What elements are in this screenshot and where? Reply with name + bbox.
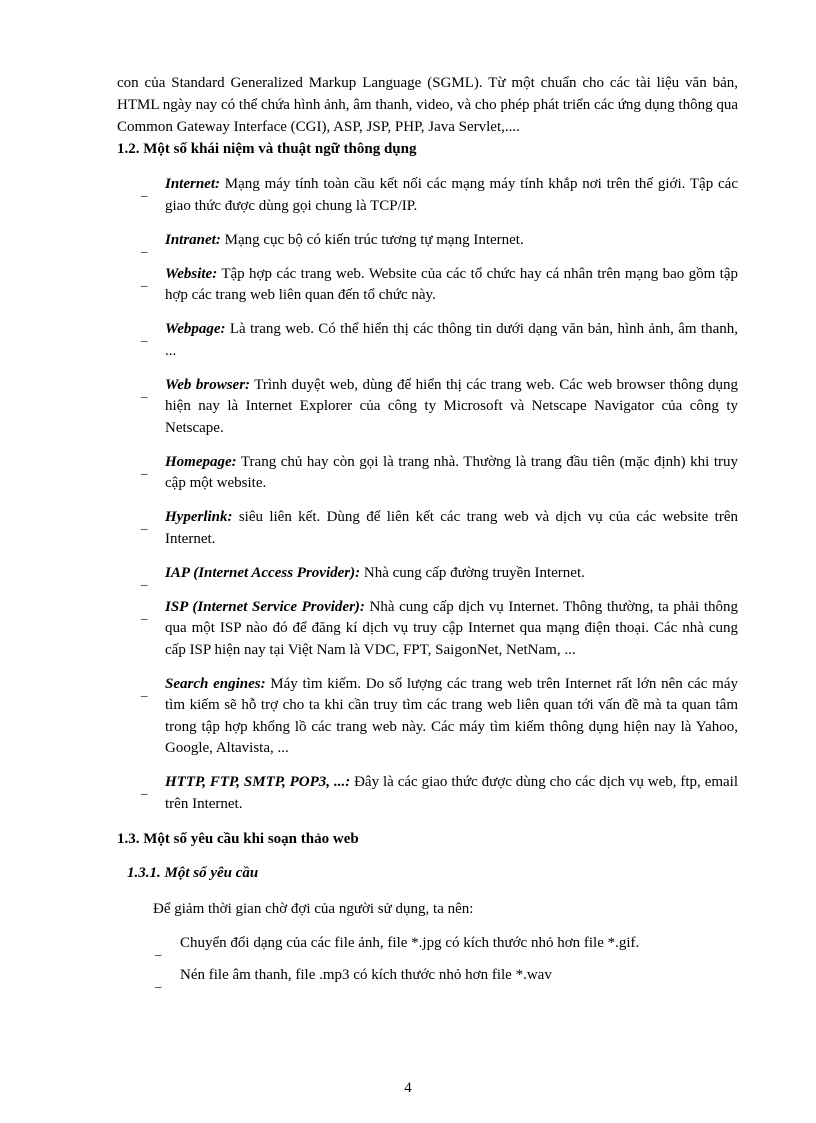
requirements-list <box>117 932 738 989</box>
list-item <box>117 507 738 550</box>
term-name: Internet: <box>165 176 221 192</box>
dash-bullet: _ <box>141 328 148 343</box>
dash-bullet: _ <box>141 781 148 796</box>
term-name: Web browser: <box>165 376 251 393</box>
terms-list <box>117 174 738 815</box>
list-item <box>117 452 738 495</box>
term-name: Homepage: <box>165 453 237 470</box>
dash-bullet: _ <box>141 238 148 254</box>
dash-bullet: _ <box>141 272 148 288</box>
term-description: Nhà cung cấp dịch vụ Internet. Thông thường, ta phải thông qua một ISP nào đó để đăng kí dịch vụ truy cập Internet qua mạng điện thoại. Các nhà cung cấp ISP hiện nay tại Việt Nam là VDC, FPT, SaigonNet, NetNam, ... <box>165 598 738 658</box>
section-heading-1-3: 1.3. Một số yêu cầu khi soạn thảo web <box>117 830 359 847</box>
term-name: ISP (Internet Service Provider): <box>165 598 365 615</box>
list-item <box>117 563 738 585</box>
document-page <box>117 72 738 996</box>
list-item <box>117 174 738 217</box>
term-name: Webpage: <box>165 321 226 337</box>
dash-bullet: _ <box>155 973 162 989</box>
list-item <box>117 264 738 307</box>
lead-paragraph: Để giảm thời gian chờ đợi của người sử dụng, ta nên: <box>153 900 474 917</box>
term-description: Là trang web. Có thể hiển thị các thông tin dưới dạng văn bản, hình ảnh, âm thanh, ... <box>165 321 738 359</box>
dash-bullet: _ <box>141 383 148 399</box>
term-name: IAP (Internet Access Provider): <box>165 564 361 581</box>
term-name: Hyperlink: <box>165 509 233 525</box>
dash-bullet: _ <box>141 605 148 621</box>
list-item <box>117 319 738 362</box>
term-description: Mạng cục bộ có kiến trúc tương tự mạng Internet. <box>220 231 524 248</box>
list-item <box>117 964 738 989</box>
term-description: Máy tìm kiếm. Do số lượng các trang web trên Internet rất lớn nên các máy tìm kiếm sẽ hỗ trợ cho ta khi cần truy tìm các trang web liên quan tới vấn đề mà ta quan tâm trong tập hợp khổng lồ các trang web này. Các máy tìm kiếm thông dụng hiện nay là Yahoo, Google, Altavista, ... <box>165 675 739 756</box>
dash-bullet: _ <box>141 183 148 198</box>
term-description: siêu liên kết. Dùng để liên kết các trang web và dịch vụ của các website trên Internet. <box>165 509 738 547</box>
dash-bullet: _ <box>141 460 148 476</box>
dash-bullet: _ <box>141 571 148 587</box>
list-item <box>117 597 738 662</box>
intro-paragraph: con của Standard Generalized Markup Language (SGML). Từ một chuẩn cho các tài liệu văn bản, HTML ngày nay có thể chứa hình ảnh, âm thanh, video, và cho phép phát triển các ứng dụng thông qua Common Gateway Interface (CGI), ASP, JSP, PHP, Java Servlet,.... <box>117 75 738 135</box>
section-heading-1-2: 1.2. Một số khái niệm và thuật ngữ thông dụng <box>117 141 417 157</box>
subsection-heading-1-3-1: 1.3.1. Một số yêu cầu <box>127 864 259 881</box>
dash-bullet: _ <box>141 516 148 531</box>
term-description: Trang chủ hay còn gọi là trang nhà. Thường là trang đầu tiên (mặc định) khi truy cập một website. <box>165 453 738 491</box>
term-description: Nhà cung cấp đường truyền Internet. <box>360 564 585 581</box>
term-description: Đây là các giao thức được dùng cho các dịch vụ web, ftp, email trên Internet. <box>165 774 739 812</box>
list-item <box>117 375 738 440</box>
term-description: Tập hợp các trang web. Website của các tổ chức hay cá nhân trên mạng bao gồm tập hợp các trang web liên quan đến tổ chức này. <box>165 265 738 303</box>
list-item <box>117 772 738 815</box>
requirement-text: Chuyển đổi dạng của các file ảnh, file *.jpg có kích thước nhỏ hơn file *.gif. <box>180 934 640 951</box>
term-name: Intranet: <box>165 231 221 248</box>
dash-bullet: _ <box>155 941 162 957</box>
page-number: 4 <box>404 1080 412 1096</box>
requirement-text: Nén file âm thanh, file .mp3 có kích thước nhỏ hơn file *.wav <box>180 966 552 983</box>
dash-bullet: _ <box>141 682 148 698</box>
term-name: HTTP, FTP, SMTP, POP3, ...: <box>165 774 351 790</box>
term-description: Trình duyệt web, dùng để hiển thị các trang web. Các web browser thông dụng hiện nay là Internet Explorer của công ty Microsoft và Netscape Navigator của công ty Netscape. <box>165 376 738 436</box>
list-item <box>117 230 738 252</box>
list-item <box>117 932 738 957</box>
term-name: Search engines: <box>165 675 266 692</box>
list-item <box>117 674 738 760</box>
term-name: Website: <box>165 265 218 282</box>
term-description: Mạng máy tính toàn cầu kết nối các mạng máy tính khắp nơi trên thế giới. Tập các giao thức được dùng gọi chung là TCP/IP. <box>165 176 738 214</box>
